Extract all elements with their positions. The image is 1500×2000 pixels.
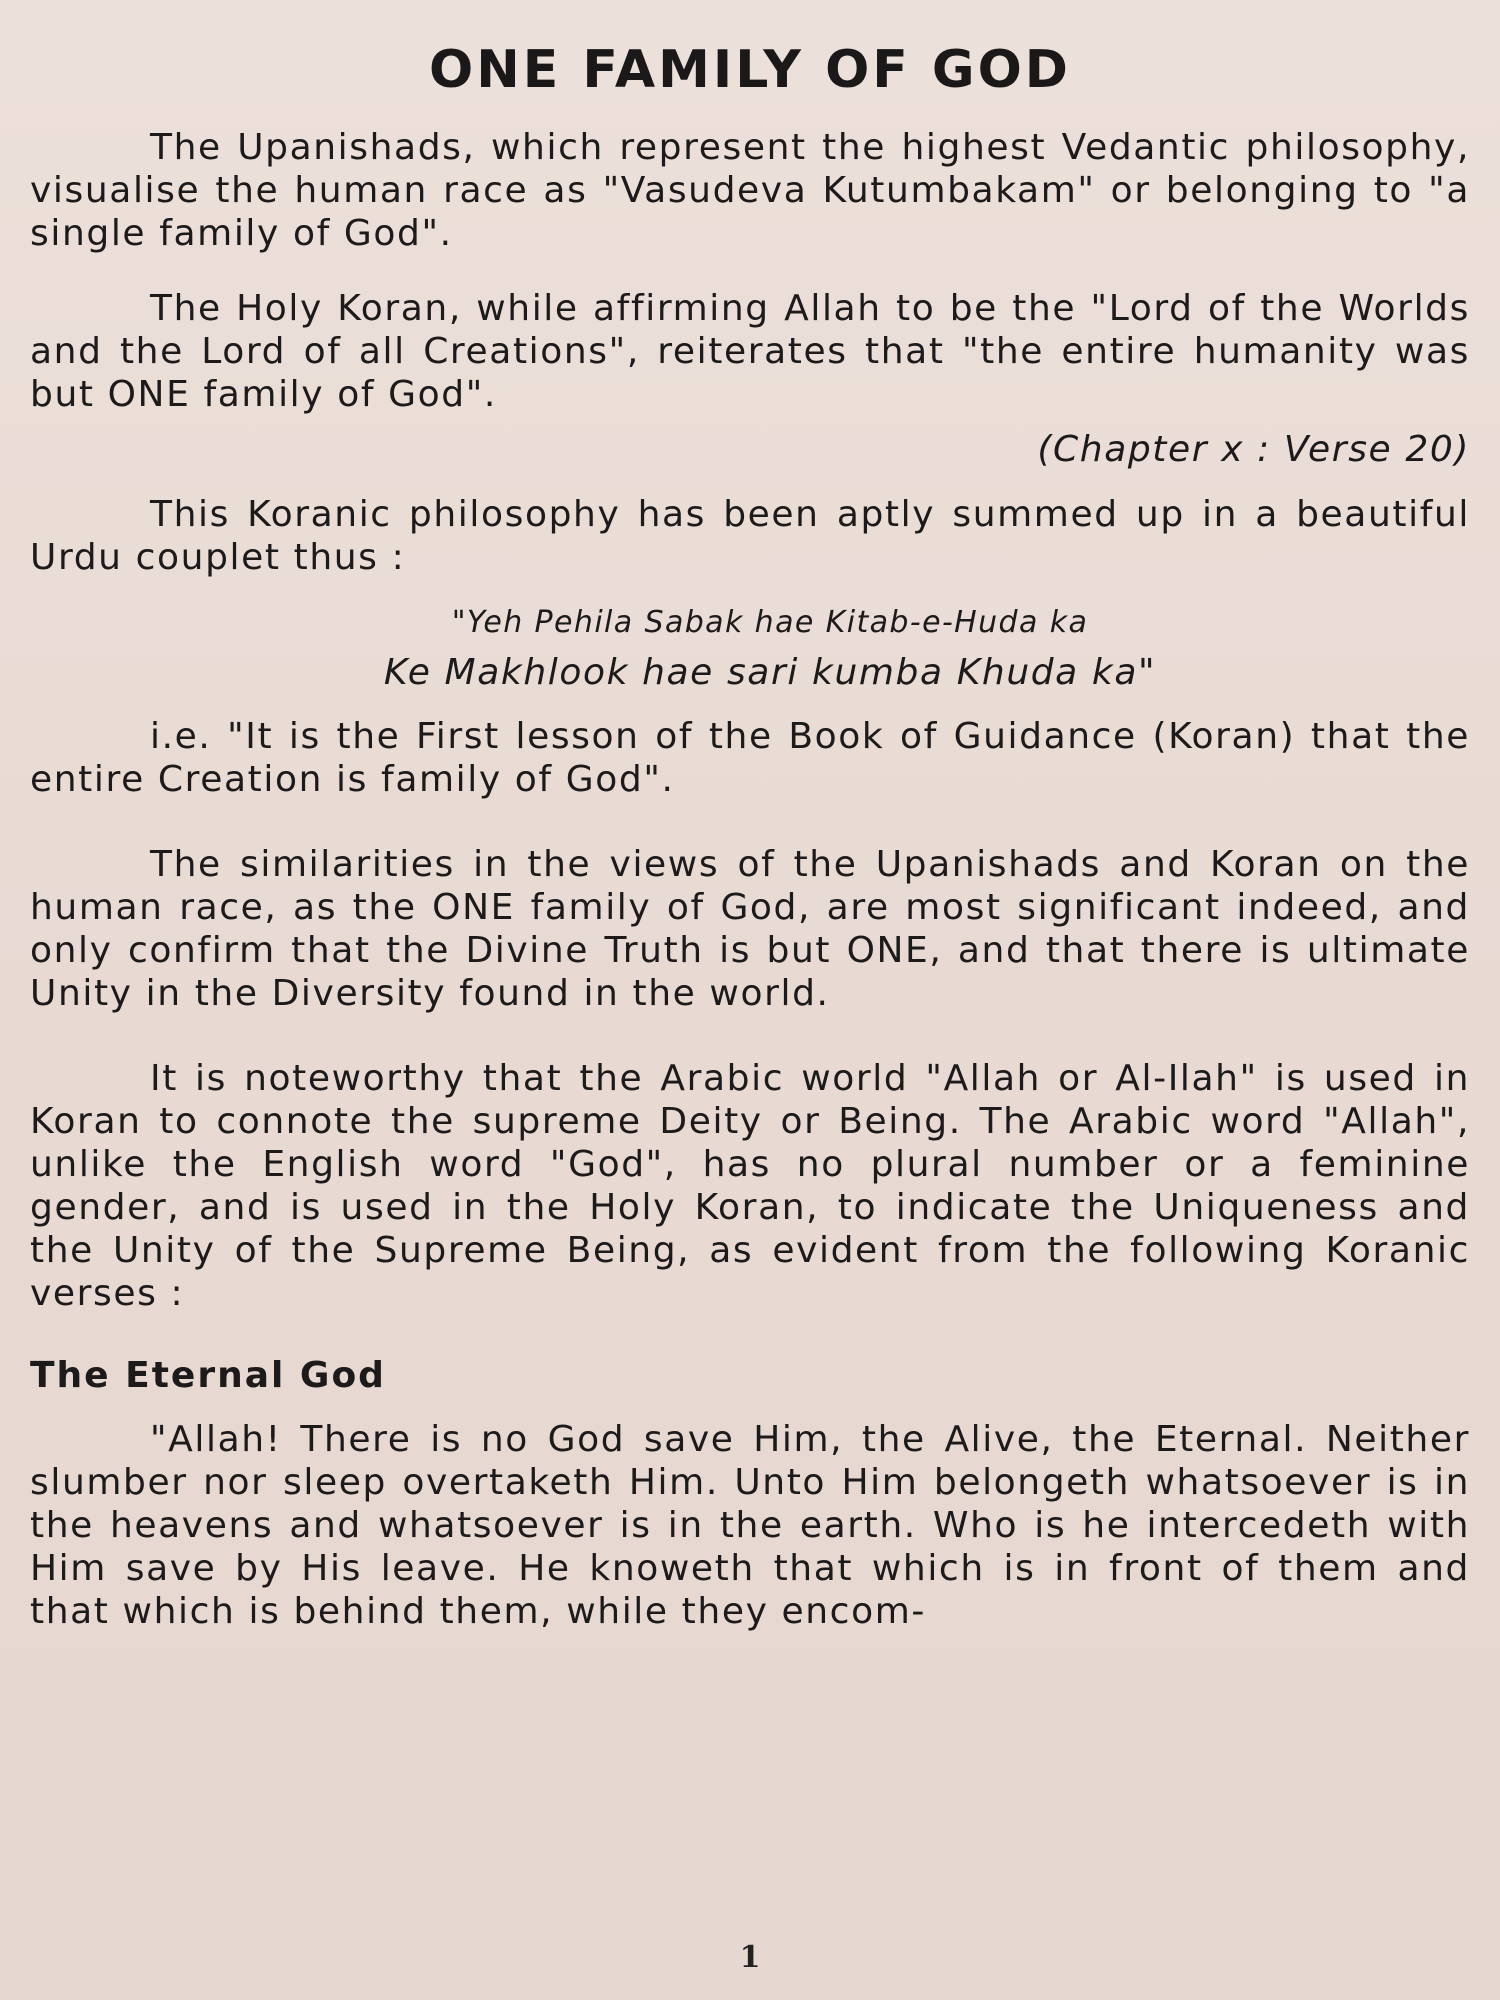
section-heading-eternal-god: The Eternal God [30,1355,386,1396]
paragraph-arabic-word: It is noteworthy that the Arabic world "Allah or Al-Ilah" is used in Koran to connote the supreme Deity or Being. The Arabic word "Allah", unlike the English word "God", has no plural number or a feminine gender, and is used in the Holy Koran, to indicate the Uniqueness and the Unity of the Supreme Being, as evident from the following Koranic verses : [30,1058,1470,1314]
paragraph-holy-koran: The Holy Koran, while affirming Allah to be the "Lord of the Worlds and the Lord of all Creations", reiterates that "the entire humanity was but ONE family of God". [30,288,1470,415]
paragraph-upanishads: The Upanishads, which represent the highest Vedantic philosophy, visualise the human race as "Vasudeva Kutumbakam" or belonging to "a single family of God". [30,127,1470,254]
couplet-line-1: "Yeh Pehila Sabak hae Kitab-e-Huda ka [451,605,1089,640]
citation-chapter-verse: (Chapter x : Verse 20) [1037,429,1470,470]
couplet-line-2: Ke Makhlook hae sari kumba Khuda ka" [383,652,1157,693]
page-content [30,40,1470,1633]
paragraph-similarities: The similarities in the views of the Upanishads and Koran on the human race, as the ONE family of God, are most significant indeed, and only confirm that the Divine Truth is but ONE, and that there is ultimate Unity in the Diversity found in the world. [30,844,1470,1014]
paragraph-translation: i.e. "It is the First lesson of the Book of Guidance (Koran) that the entire Creation is family of God". [30,716,1470,800]
page-number: 1 [739,1940,761,1975]
page-title: ONE FAMILY OF GOD [429,40,1071,100]
paragraph-eternal-god-verse: "Allah! There is no God save Him, the Alive, the Eternal. Neither slumber nor sleep overtaketh Him. Unto Him belongeth whatsoever is in the heavens and whatsoever is in the earth. Who is he intercedeth with Him save by His leave. He knoweth that which is in front of them and that which is behind them, while they encom- [30,1419,1470,1632]
paragraph-koranic-philosophy: This Koranic philosophy has been aptly summed up in a beautiful Urdu couplet thus : [30,494,1470,578]
